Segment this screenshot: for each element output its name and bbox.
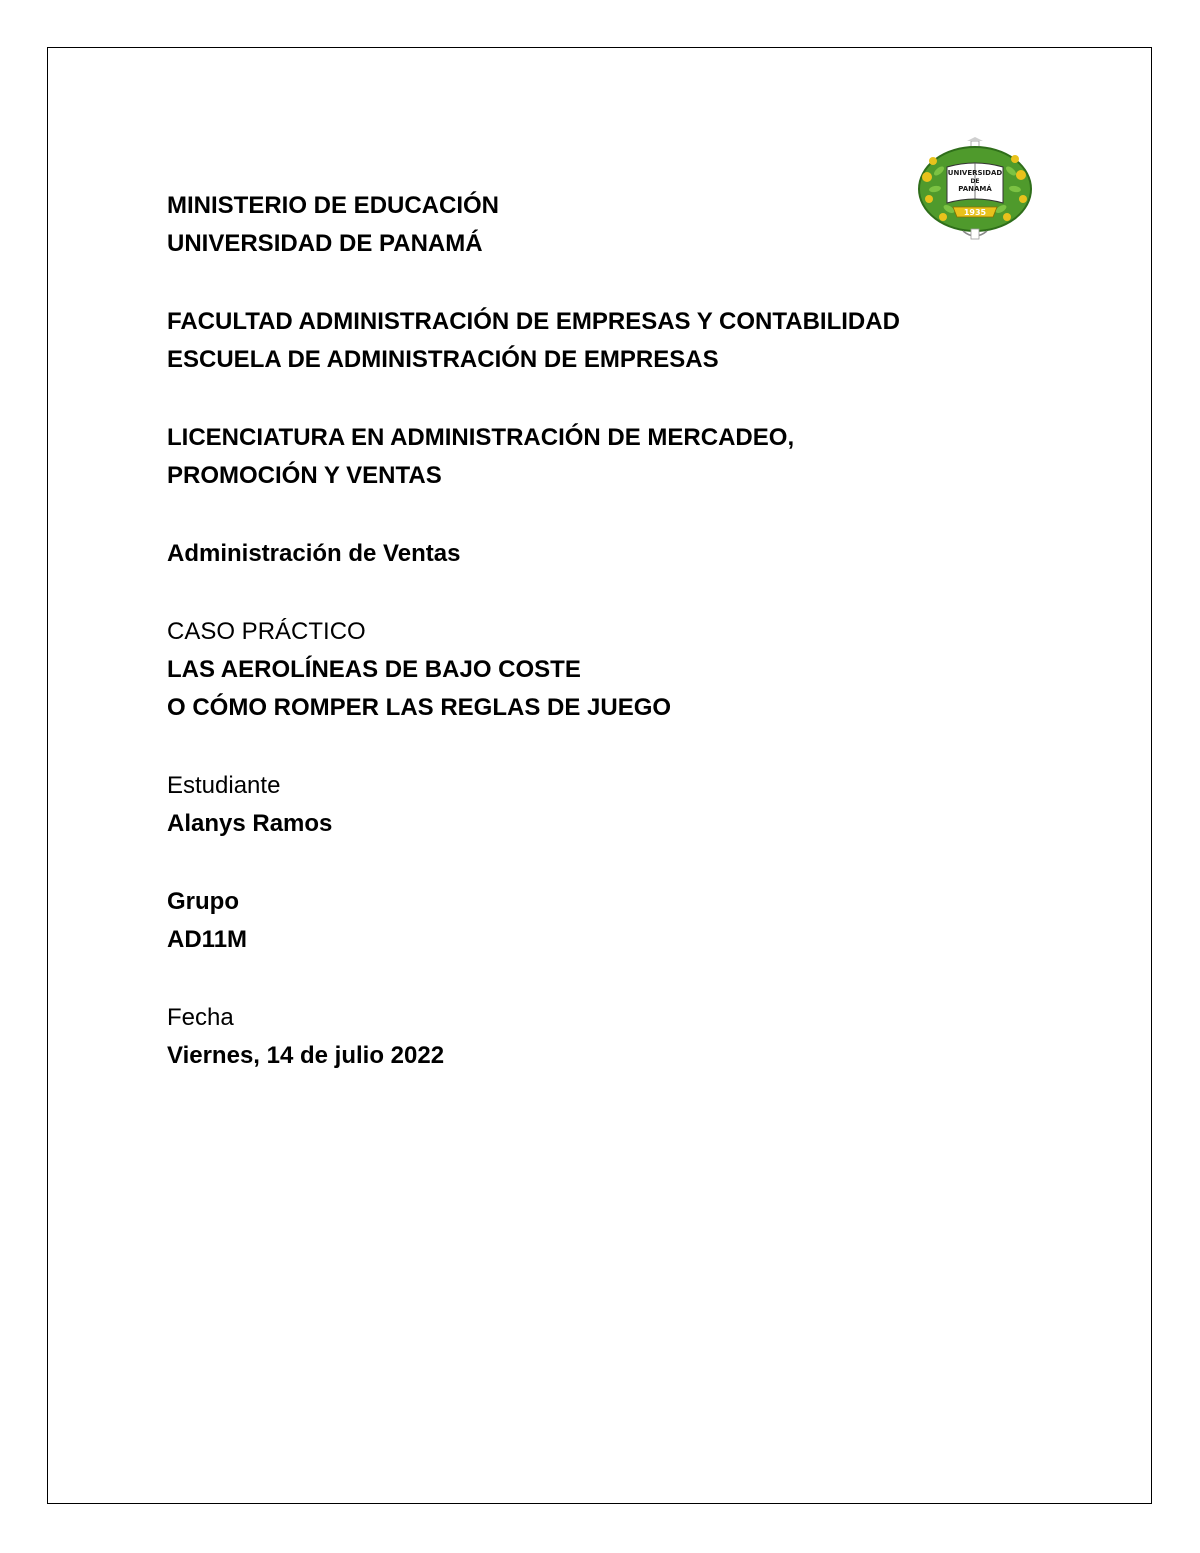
faculty-heading: FACULTAD ADMINISTRACIÓN DE EMPRESAS Y CONTABILIDAD — [167, 308, 900, 335]
logo-year: 1935 — [963, 208, 987, 217]
school-heading: ESCUELA DE ADMINISTRACIÓN DE EMPRESAS — [167, 346, 719, 373]
logo-text-top: UNIVERSIDAD — [947, 169, 1003, 177]
cover-content — [167, 187, 1067, 1075]
student-name: Alanys Ramos — [167, 810, 333, 837]
group-value: AD11M — [167, 926, 248, 953]
degree-line-1: LICENCIATURA EN ADMINISTRACIÓN DE MERCADEO, — [167, 424, 795, 451]
student-label: Estudiante — [167, 772, 281, 799]
case-title-line-1: LAS AEROLÍNEAS DE BAJO COSTE — [167, 656, 581, 683]
date-label: Fecha — [167, 1004, 234, 1031]
logo-text-mid: DE — [970, 178, 980, 185]
date-value: Viernes, 14 de julio 2022 — [167, 1042, 445, 1069]
case-label: CASO PRÁCTICO — [167, 618, 366, 645]
logo-text-bottom: PANAMÁ — [958, 185, 992, 193]
group-label: Grupo — [167, 888, 239, 915]
course-name: Administración de Ventas — [167, 540, 461, 567]
degree-line-2: PROMOCIÓN Y VENTAS — [167, 462, 442, 489]
ministry-heading: MINISTERIO DE EDUCACIÓN — [167, 192, 500, 219]
university-heading: UNIVERSIDAD DE PANAMÁ — [167, 230, 483, 257]
case-title-line-2: O CÓMO ROMPER LAS REGLAS DE JUEGO — [167, 694, 672, 721]
